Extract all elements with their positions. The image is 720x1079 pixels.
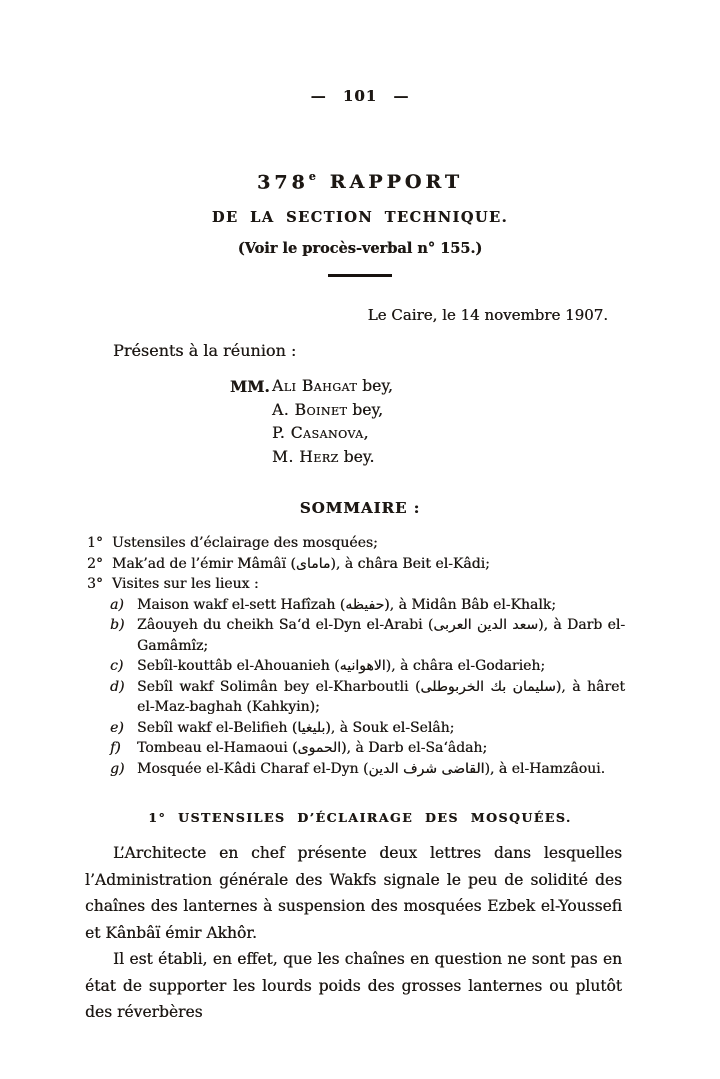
summary-subitem <box>85 677 625 718</box>
page-number: — 101 — <box>310 87 410 105</box>
summary-item-marker: 1° <box>87 535 103 551</box>
attendee-prefix <box>230 399 272 423</box>
attendee-row <box>230 375 393 399</box>
attendee-name: A. Boinet <box>272 400 348 419</box>
attendee-prefix <box>230 446 272 470</box>
attendee-row <box>230 422 393 446</box>
summary-heading: SOMMAIRE : <box>299 499 421 517</box>
report-subtitle: DE LA SECTION TECHNIQUE. <box>211 209 509 226</box>
summary-subitem <box>85 656 625 677</box>
summary-subitem-text: Sebîl-kouttâb el-Ahouanieh (الاهوانيه), à châra el-Godarieh; <box>137 658 546 674</box>
paragraph: L’Architecte en chef présente deux lettres dans lesquelles l’Administration générale des Wakfs signale le peu de solidité des chaînes des lanternes à suspension des mosquées Ezbek el-Youssefi et Kânbâï émir Akhôr. <box>85 844 622 942</box>
report-ordinal: e <box>308 170 316 183</box>
summary-subitem-text: Sebîl wakf Solimân bey el-Kharboutli (سليمان بك الخربوطلى), à hâret el-Maz-baghah (Kahkyin); <box>137 678 625 715</box>
summary-item <box>85 574 625 595</box>
summary-subitem-text: Maison wakf el-sett Hafîzah (حفيظه), à Midân Bâb el-Khalk; <box>137 596 556 613</box>
attendee-row <box>230 446 393 470</box>
report-title <box>0 171 720 193</box>
summary-subitem <box>85 718 625 739</box>
summary-item-marker: 3° <box>87 576 103 592</box>
summary-subitem <box>85 595 625 616</box>
summary-item-text: Visites sur les lieux : <box>112 576 259 592</box>
attendee-prefix: MM. <box>230 377 270 396</box>
summary-subitem-text: Sebîl wakf el-Belifieh (بليغيا), à Souk el-Selâh; <box>137 719 455 736</box>
dateline: Le Caire, le 14 novembre 1907. <box>367 306 608 324</box>
summary-item-text: Ustensiles d’éclairage des mosquées; <box>112 535 378 551</box>
attendee-suffix: bey, <box>347 400 383 419</box>
attendee-name: Ali Bahgat <box>272 377 358 395</box>
summary-subitem-marker: a) <box>110 596 124 613</box>
attendee-row <box>230 399 393 423</box>
summary-subitem <box>85 759 625 780</box>
attendee-name: M. Herz <box>272 447 339 466</box>
divider-rule <box>328 274 392 277</box>
summary-subitem-marker: b) <box>110 617 125 633</box>
summary-subitem-marker: g) <box>110 760 125 777</box>
summary-subitem-text: Tombeau el-Hamaoui (الحموى), à Darb el-Sa‘âdah; <box>137 740 488 756</box>
summary-subitem-text: Mosquée el-Kâdi Charaf el-Dyn (القاضى شرف الدين), à el-Hamzâoui. <box>137 760 606 777</box>
summary-subitem-marker: c) <box>110 658 124 674</box>
attendee-prefix <box>230 422 272 446</box>
summary-item-marker: 2° <box>87 555 103 572</box>
attendee-suffix: , <box>363 424 369 442</box>
summary-list <box>85 533 625 779</box>
summary-subitem-marker: d) <box>110 678 125 695</box>
attendees-list <box>230 375 393 469</box>
attendee-suffix: bey, <box>357 377 393 395</box>
summary-item-text: Mak’ad de l’émir Mâmâï (ماماى), à châra Beit el-Kâdi; <box>112 555 490 572</box>
attendee-name: P. Casanova <box>272 424 364 442</box>
summary-subitem-marker: e) <box>110 719 124 736</box>
attendee-suffix: bey. <box>338 447 375 466</box>
section-heading: 1° USTENSILES D’ÉCLAIRAGE DES MOSQUÉES. <box>148 810 572 825</box>
summary-subitem-text: Zâouyeh du cheikh Sa‘d el-Dyn el-Arabi (سعد الدين العربى), à Darb el-Gamâmîz; <box>137 617 626 654</box>
section-body <box>85 840 622 1026</box>
summary-item <box>85 533 625 554</box>
summary-subitem <box>85 615 625 656</box>
presents-label: Présents à la réunion : <box>113 341 297 360</box>
summary-subitem-marker: f) <box>110 740 121 756</box>
summary-subitem <box>85 738 625 759</box>
report-number: 378 <box>257 171 309 194</box>
report-title-word: RAPPORT <box>329 171 463 194</box>
paragraph: Il est établi, en effet, que les chaînes en question ne sont pas en état de supporter les lourds poids des grosses lanternes ou plutôt des réverbères <box>85 950 622 1021</box>
report-reference: (Voir le procès-verbal n° 155.) <box>237 240 483 257</box>
summary-item <box>85 554 625 575</box>
